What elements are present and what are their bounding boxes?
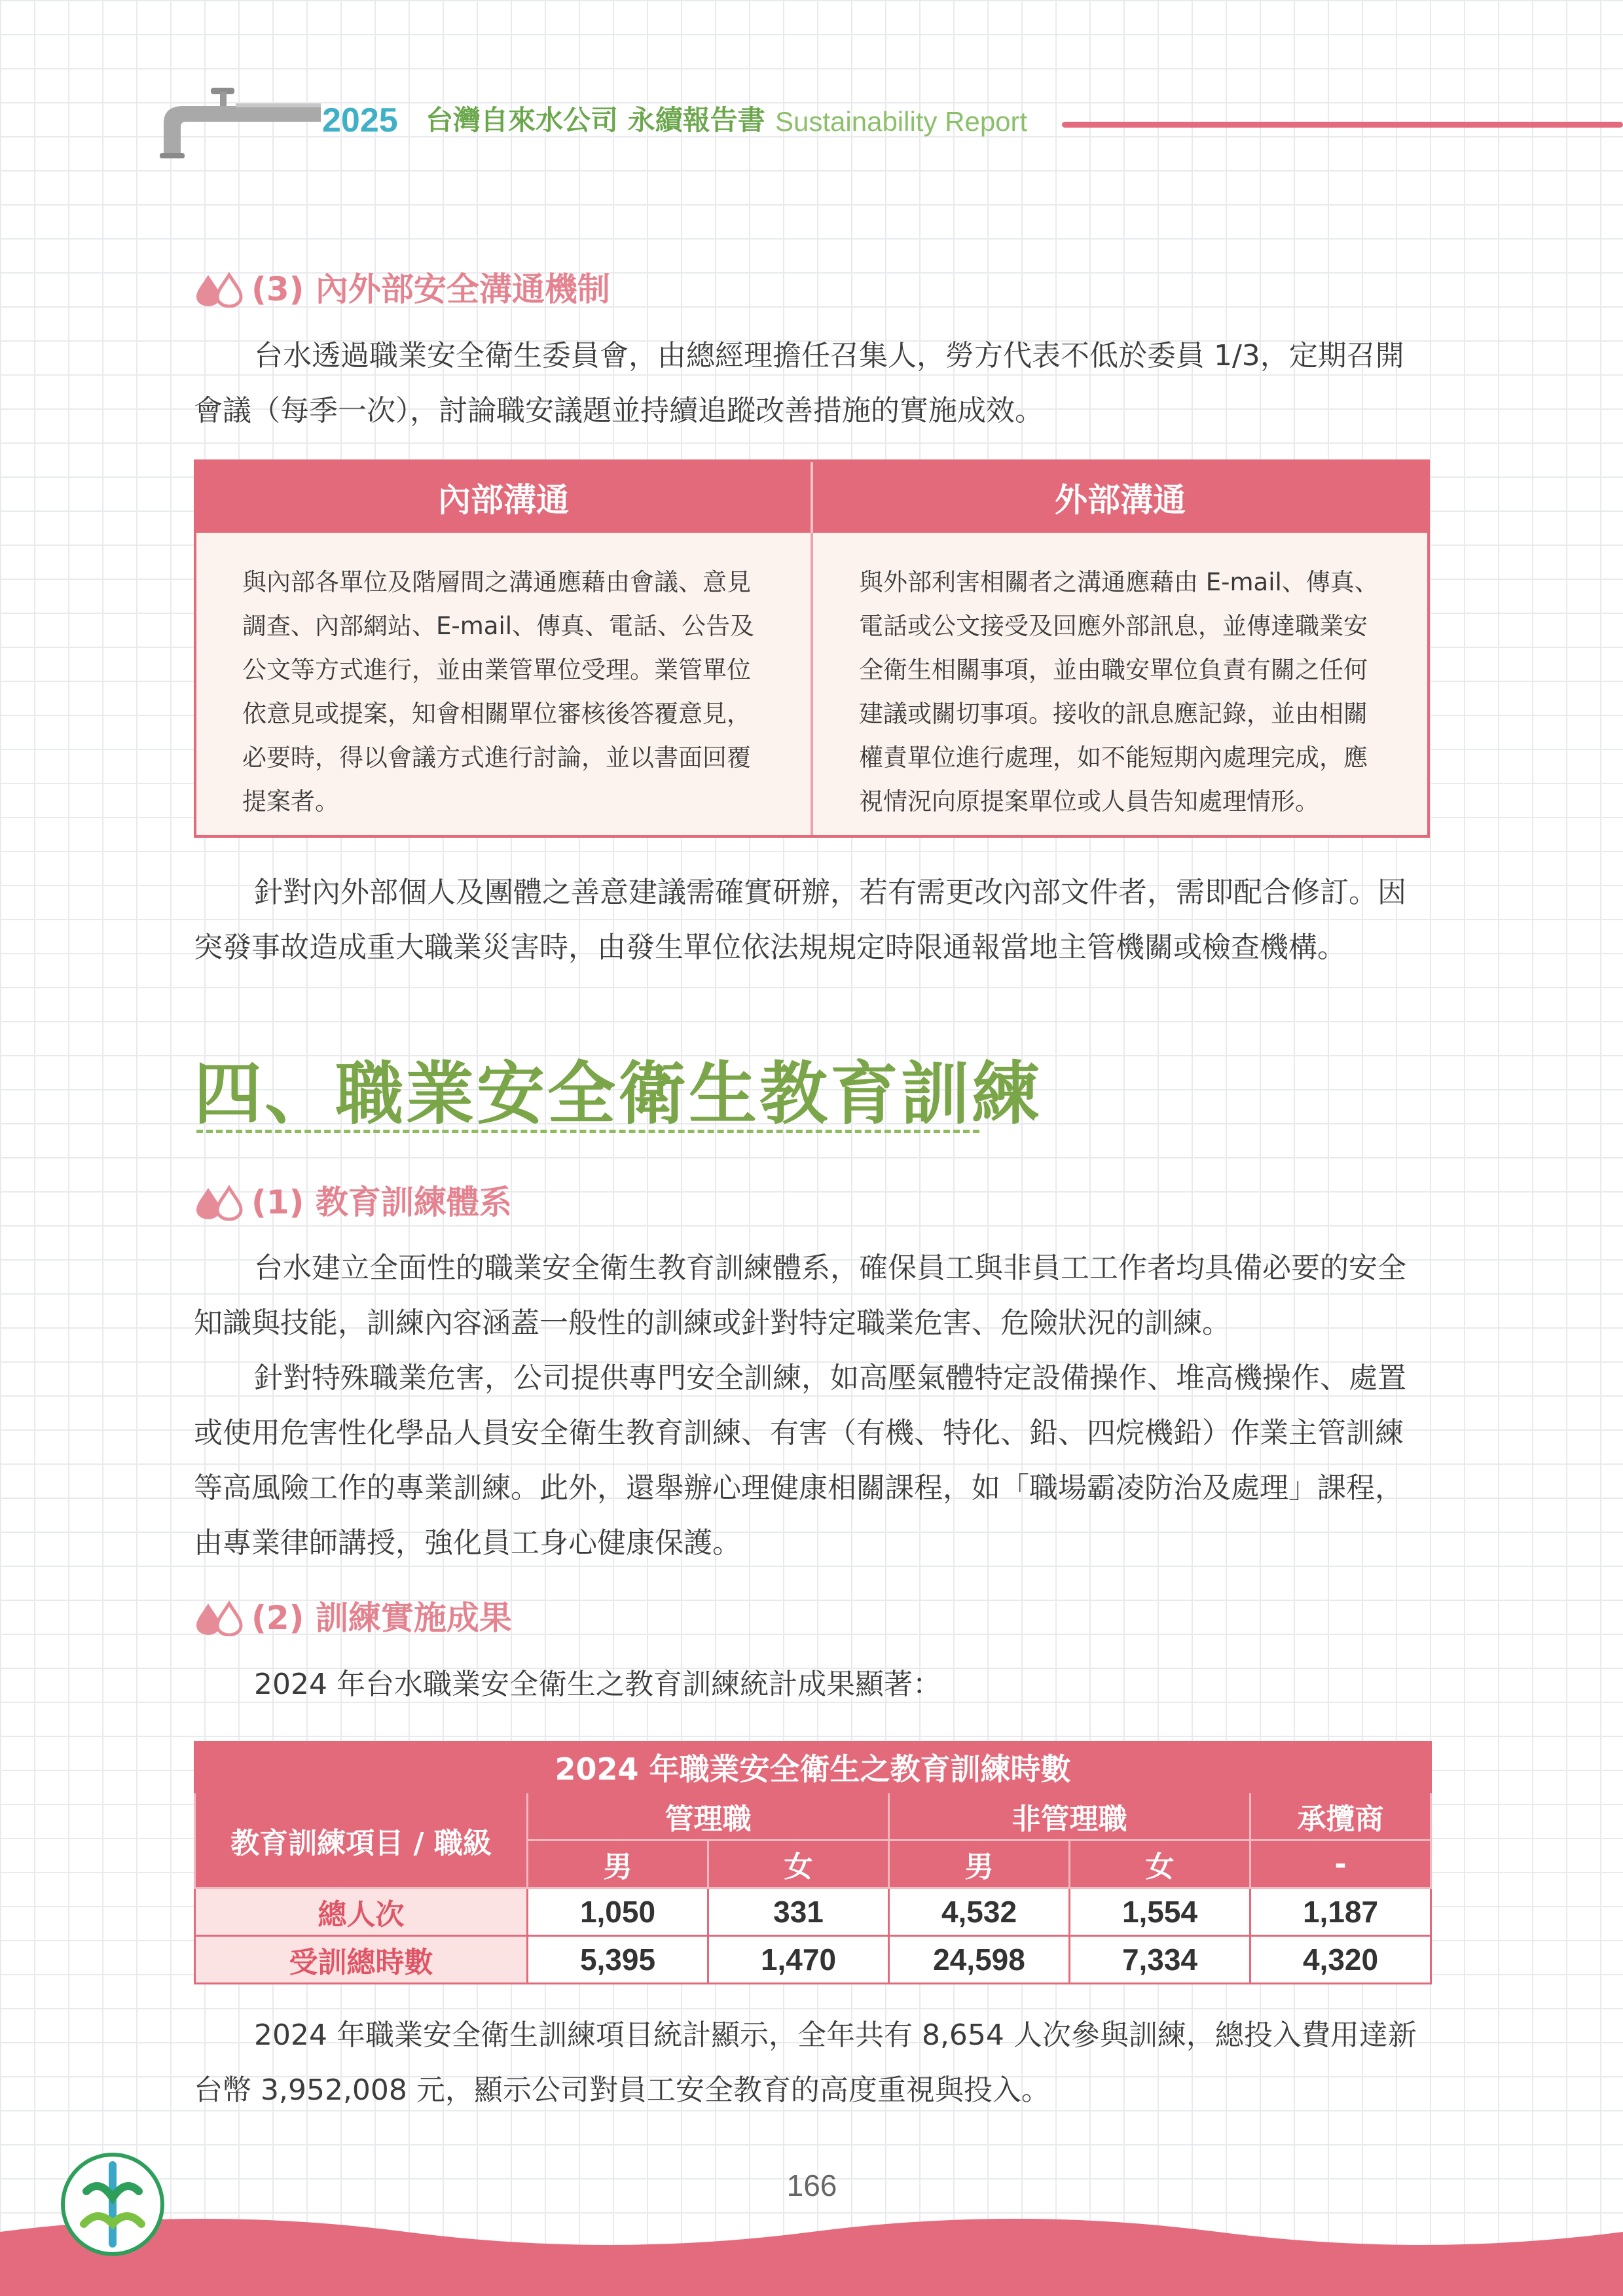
internal-title: 內部溝通 bbox=[438, 481, 569, 519]
header-rule bbox=[1062, 122, 1623, 128]
table-title: 2024 年職業安全衛生之教育訓練時數 bbox=[195, 1742, 1431, 1793]
communication-table bbox=[194, 459, 1430, 838]
table-cell: 1,050 bbox=[528, 1888, 708, 1936]
external-content: 與外部利害相關者之溝通應藉由 E-mail、傳真、 電話或公文接受及回應外部訊息，並傳達職業安 全衛生相關事項，並由職安單位負責有關之任何 建議或關切事項。接收的訊息應記錄，並由相關 權責單位進行處理，如不能短期內處理完成，應 視情況向原提案單位或人員告知處理情形。 bbox=[811, 533, 1427, 835]
training-system-text: 台水建立全面性的職業安全衛生教育訓練體系，確保員工與非員工工作者均具備必要的安全知識與技能，訓練內容涵蓋一般性的訓練或針對特定職業危害、危險狀況的訓練。 針對特殊職業危害，公司提供專門安全訓練，如高壓氣體特定設備操作、堆高機操作、處置或使用危害性化學品人員安全衛生教育訓練、有害（有機、特化、鉛、四烷機鉛）作業主管訓練等高風險工作的專業訓練。此外，還舉辦心理健康相關課程，如「職場霸凌防治及處理」課程，由專業律師講授，強化員工身心健康保護。 bbox=[194, 1251, 1406, 1560]
subheading-text: (2) 訓練實施成果 bbox=[251, 1599, 512, 1637]
external-title: 外部溝通 bbox=[811, 462, 1427, 533]
training-summary: 2024 年職業安全衛生訓練項目統計顯示，全年共有 8,654 人次參與訓練，總投入費用達新台幣 3,952,008 元，顯示公司對員工安全教育的高度重視與投入。 bbox=[194, 2018, 1417, 2107]
subheading-text: (1) 教育訓練體系 bbox=[251, 1183, 512, 1221]
row-label: 總人次 bbox=[195, 1888, 528, 1936]
subheading-text: (3) 內外部安全溝通機制 bbox=[251, 270, 610, 308]
row-label: 受訓總時數 bbox=[195, 1936, 528, 1984]
internal-content: 與內部各單位及階層間之溝通應藉由會議、意見 調查、內部網站、E-mail、傳真、電話、公告及 公文等方式進行，並由業管單位受理。業管單位 依意見或提案，知會相關單位審核後答覆意見， 必要時，得以會議方式進行討論，並以書面回覆 提案者。 bbox=[242, 568, 755, 816]
page-number: 166 bbox=[786, 2168, 837, 2202]
table-cell: 5,395 bbox=[528, 1936, 708, 1984]
table-cell: 1,470 bbox=[708, 1936, 889, 1984]
table-cell: 331 bbox=[708, 1888, 889, 1936]
subhead-male: 男 bbox=[889, 1840, 1070, 1888]
training-results-intro: 2024 年台水職業安全衛生之教育訓練統計成果顯著： bbox=[254, 1668, 941, 1701]
communication-followup: 針對內外部個人及團體之善意建議需確實研辦，若有需更改內部文件者，需即配合修訂。因突發事故造成重大職業災害時，由發生單位依法規規定時限通報當地主管機關或檢查機構。 bbox=[194, 876, 1406, 964]
subheading-training-results bbox=[194, 1597, 512, 1639]
subhead-female: 女 bbox=[1070, 1840, 1250, 1888]
table-cell: 7,334 bbox=[1070, 1936, 1250, 1984]
group-contractor: 承攬商 bbox=[1250, 1793, 1431, 1840]
table-cell: 4,320 bbox=[1250, 1936, 1431, 1984]
table-row bbox=[195, 1888, 1431, 1936]
water-drop-icon bbox=[194, 1184, 244, 1221]
section-title: 四、職業安全衛生教育訓練 bbox=[194, 1053, 1043, 1134]
report-title-en: Sustainability Report bbox=[775, 106, 1028, 137]
table-cell: 1,554 bbox=[1070, 1888, 1250, 1936]
group-non-management: 非管理職 bbox=[889, 1793, 1250, 1840]
subheading-training-system bbox=[194, 1181, 512, 1223]
table-cell: 24,598 bbox=[889, 1936, 1070, 1984]
communication-intro: 台水透過職業安全衛生委員會，由總經理擔任召集人，勞方代表不低於委員 1/3，定期召開會議（每季一次），討論職安議題並持續追蹤改善措施的實施成效。 bbox=[194, 339, 1404, 427]
group-management: 管理職 bbox=[528, 1793, 889, 1840]
report-year: 2025 bbox=[322, 101, 398, 139]
water-drop-icon bbox=[194, 1600, 244, 1636]
subheading-communication bbox=[194, 268, 610, 310]
row-header: 教育訓練項目 / 職級 bbox=[195, 1793, 528, 1888]
table-cell: 4,532 bbox=[889, 1888, 1070, 1936]
water-drop-icon bbox=[194, 271, 244, 308]
section-title-underline bbox=[196, 1130, 979, 1133]
footer-wave bbox=[0, 2206, 1623, 2296]
company-logo-icon bbox=[60, 2152, 165, 2257]
subhead-female: 女 bbox=[708, 1840, 889, 1888]
faucet-icon bbox=[157, 84, 321, 162]
training-hours-table bbox=[194, 1741, 1432, 1984]
table-row bbox=[195, 1936, 1431, 1984]
report-title-zh: 台灣自來水公司 永續報告書 bbox=[426, 104, 765, 136]
subhead-male: 男 bbox=[528, 1840, 708, 1888]
subhead-contractor: - bbox=[1250, 1840, 1431, 1888]
table-cell: 1,187 bbox=[1250, 1888, 1431, 1936]
